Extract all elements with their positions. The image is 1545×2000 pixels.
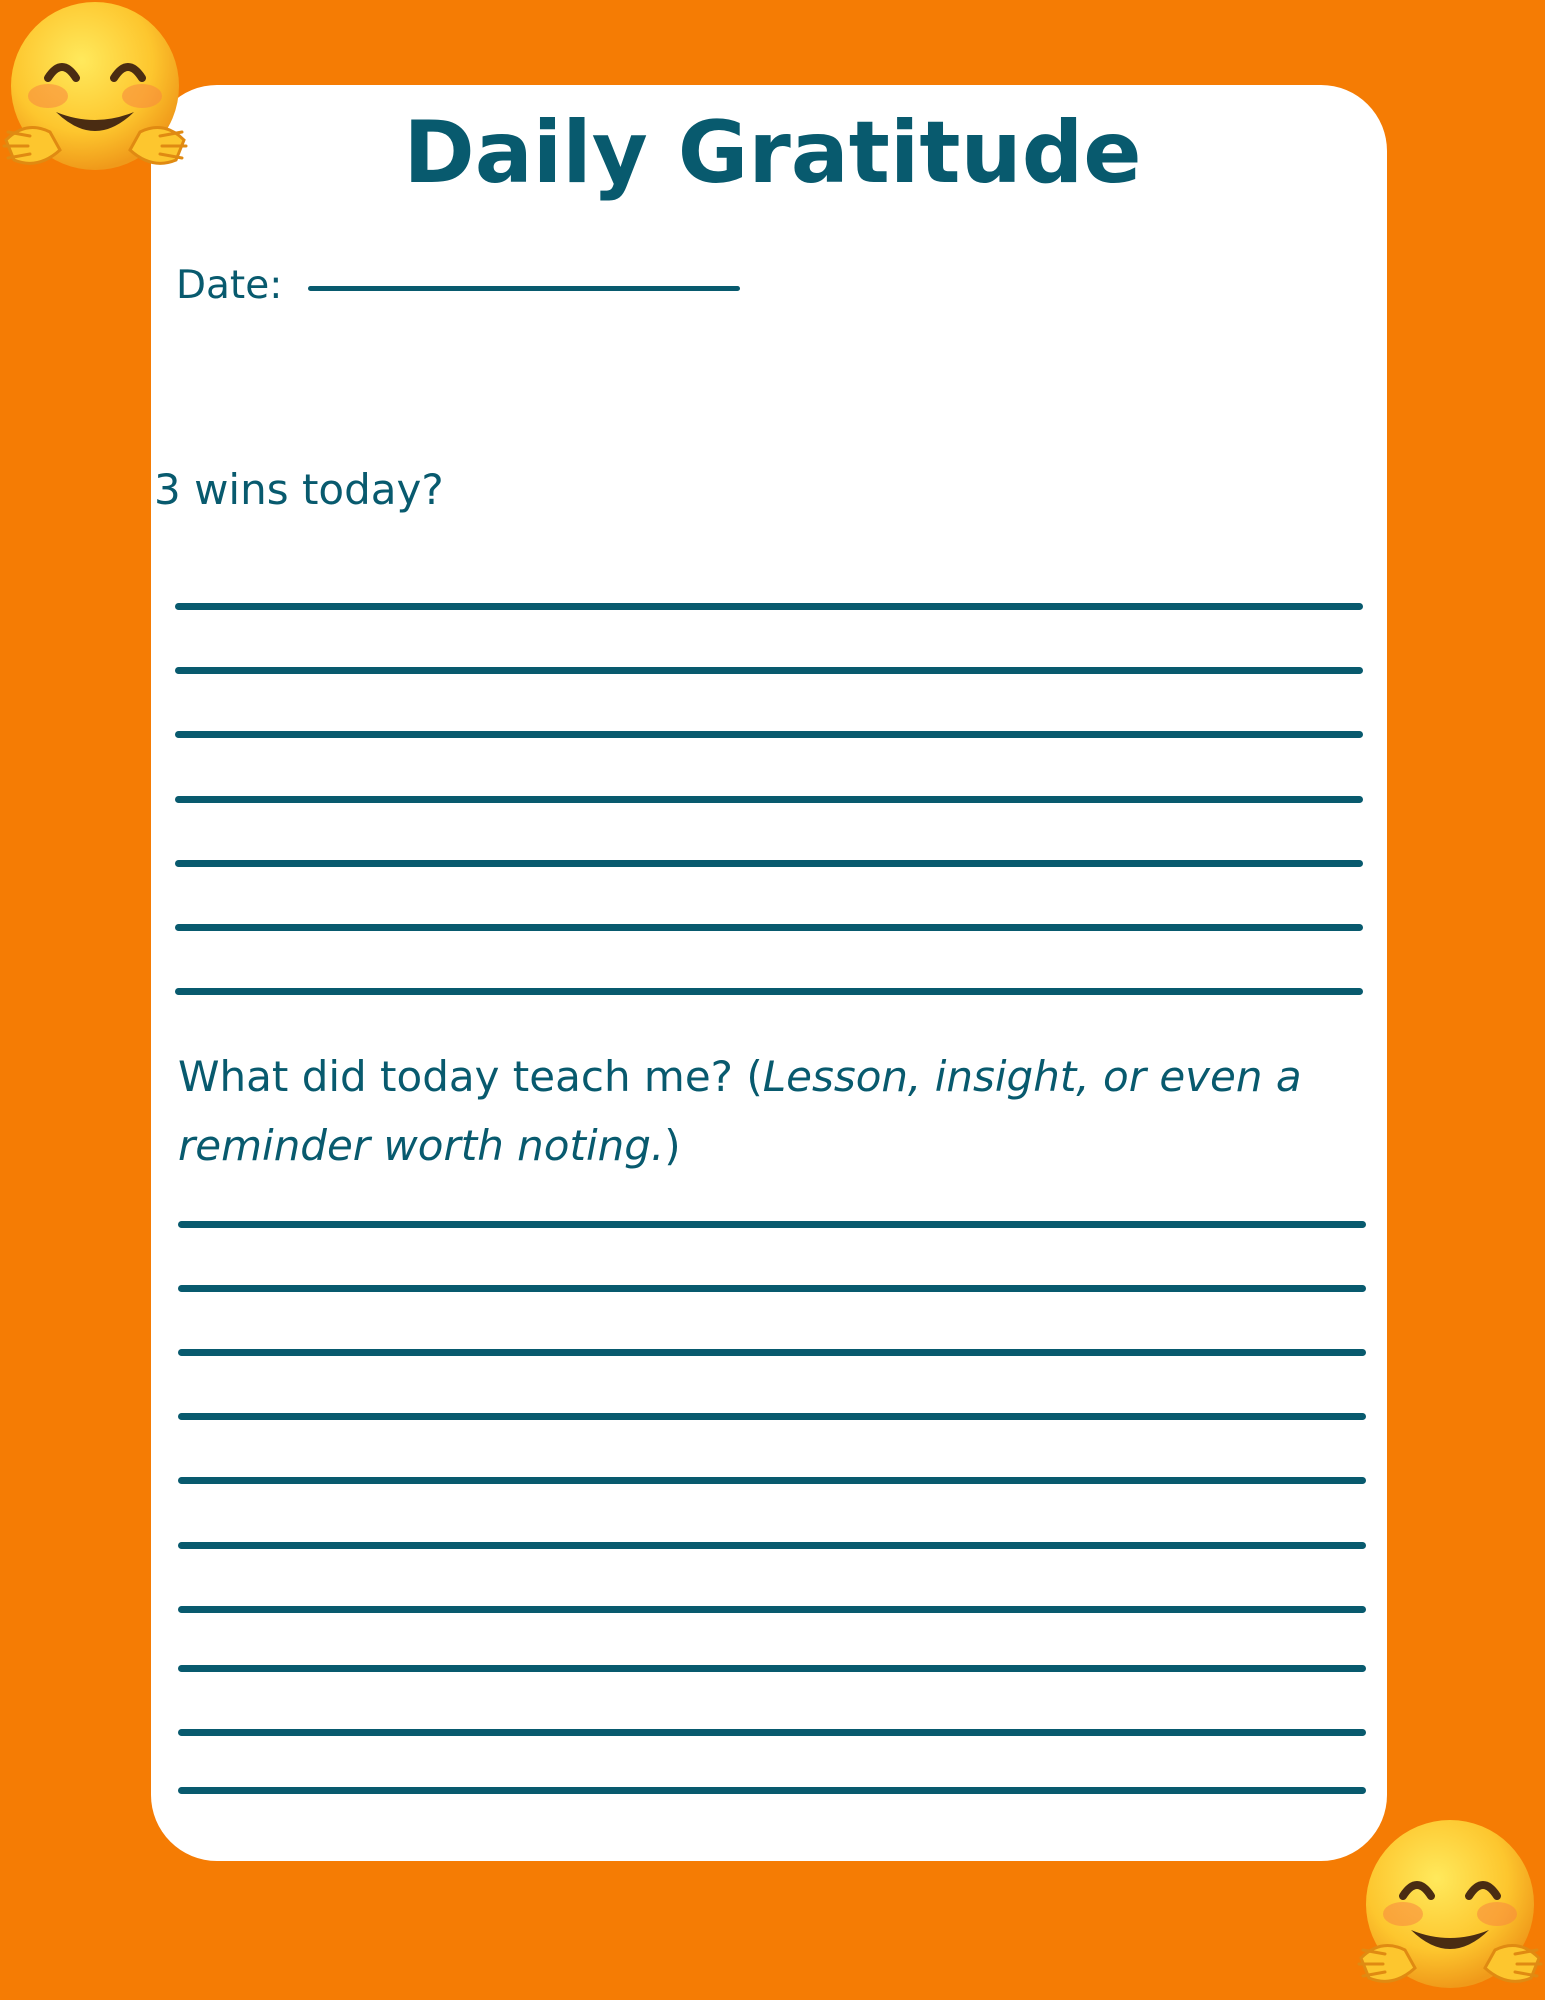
lesson-line[interactable]: [178, 1477, 1366, 1484]
lesson-line[interactable]: [178, 1787, 1366, 1794]
lesson-line[interactable]: [178, 1349, 1366, 1356]
lesson-prompt-text: What did today teach me? (: [178, 1052, 763, 1101]
lesson-line[interactable]: [178, 1285, 1366, 1292]
wins-line[interactable]: [175, 860, 1363, 867]
wins-line[interactable]: [175, 796, 1363, 803]
wins-line[interactable]: [175, 988, 1363, 995]
wins-line[interactable]: [175, 603, 1363, 610]
lesson-prompt: [178, 1042, 1328, 1180]
lesson-line[interactable]: [178, 1221, 1366, 1228]
page-title: Daily Gratitude: [403, 103, 1142, 203]
lesson-prompt-close: ): [664, 1121, 681, 1170]
wins-line[interactable]: [175, 731, 1363, 738]
wins-prompt: 3 wins today?: [154, 465, 444, 514]
wins-line[interactable]: [175, 924, 1363, 931]
date-label: Date:: [176, 263, 283, 308]
lesson-prompt-hint: Lesson, insight, or even a reminder worth noting.: [178, 1052, 1302, 1170]
lesson-line[interactable]: [178, 1413, 1366, 1420]
lesson-line[interactable]: [178, 1729, 1366, 1736]
lesson-line[interactable]: [178, 1665, 1366, 1672]
journal-card: [151, 85, 1387, 1861]
lesson-line[interactable]: [178, 1606, 1366, 1613]
date-field[interactable]: [308, 286, 740, 291]
hugging-face-emoji-icon: [1355, 1818, 1545, 1998]
wins-line[interactable]: [175, 667, 1363, 674]
lesson-line[interactable]: [178, 1542, 1366, 1549]
